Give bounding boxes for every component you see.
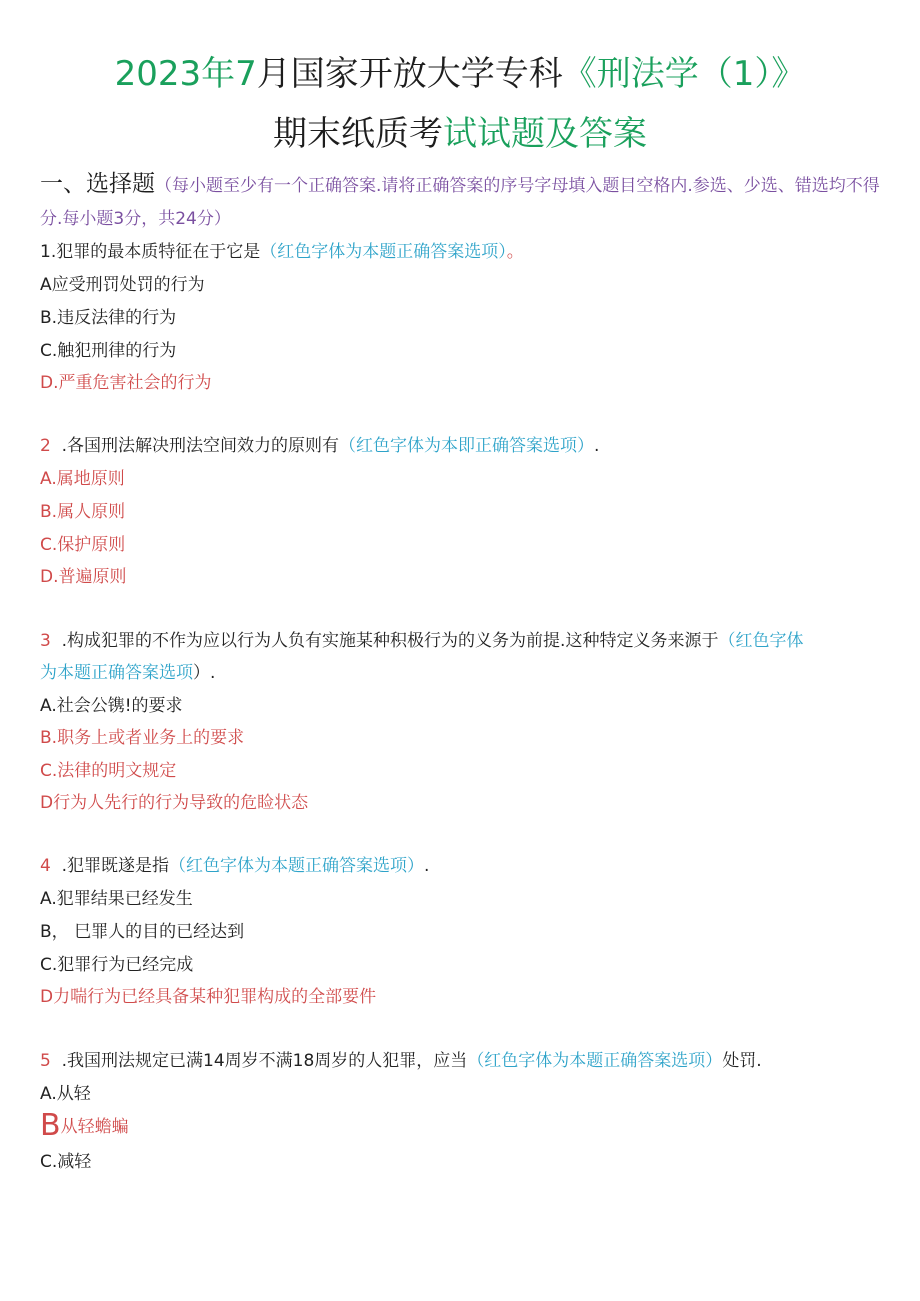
question-end: 处罚. bbox=[722, 1051, 762, 1071]
question-3-option-c-correct: C.法律的明文规定 bbox=[40, 761, 177, 781]
question-3-stem-continued bbox=[40, 657, 890, 689]
question-stem: .各国刑法解决刑法空间效力的原则有 bbox=[61, 436, 340, 456]
question-3-option-d-correct: D行为人先行的行为导致的危睑状态 bbox=[40, 793, 309, 813]
question-stem: 1.犯罪的最本质特征在于它是 bbox=[40, 242, 261, 262]
question-2-stem bbox=[40, 430, 890, 462]
question-5-option-b-correct bbox=[40, 1110, 890, 1143]
title-course: 《刑法学（1）》 bbox=[562, 54, 806, 94]
title-answers: 试试题及答案 bbox=[443, 114, 647, 154]
page-title-line1 bbox=[0, 52, 920, 96]
question-3-option-b-correct: B.职务上或者业务上的要求 bbox=[40, 728, 245, 748]
question-end: . bbox=[424, 856, 430, 876]
question-stem: .我国刑法规定已满14周岁不满18周岁的人犯罪，应当 bbox=[61, 1051, 468, 1071]
question-5-option-a: A.从轻 bbox=[40, 1084, 91, 1104]
question-end: 。 bbox=[506, 242, 524, 262]
question-number: 3 bbox=[40, 631, 51, 651]
question-2-option-b-correct: B.属人原则 bbox=[40, 502, 126, 522]
question-1-option-a: A应受刑罚处罚的行为 bbox=[40, 275, 205, 295]
question-4-option-a: A.犯罪结果已经发生 bbox=[40, 889, 193, 909]
option-letter: B bbox=[40, 1108, 61, 1143]
question-2-option-a-correct: A.属地原则 bbox=[40, 469, 125, 489]
question-2-option-d-correct: D.普遍原则 bbox=[40, 567, 127, 587]
question-number: 2 bbox=[40, 436, 51, 456]
question-4-option-c: C.犯罪行为已经完成 bbox=[40, 955, 194, 975]
question-4-stem bbox=[40, 850, 890, 882]
question-5-stem bbox=[40, 1045, 890, 1077]
question-1-option-b: B.违反法律的行为 bbox=[40, 308, 177, 328]
question-1-option-c: C.触犯刑律的行为 bbox=[40, 341, 177, 361]
question-number: 4 bbox=[40, 856, 51, 876]
section-instruction: （每小题至少有一个正确答案.请将正确答案的序号字母填入题目空格内.参选、少选、错选均不得分.每小题3分，共24分） bbox=[40, 176, 880, 229]
question-number: 5 bbox=[40, 1051, 51, 1071]
question-1-stem bbox=[40, 236, 890, 268]
section-heading: 一、选择题 bbox=[40, 171, 155, 197]
question-3-stem bbox=[40, 625, 890, 657]
question-2-option-c-correct: C.保护原则 bbox=[40, 535, 126, 555]
question-1-option-d-correct: D.严重危害社会的行为 bbox=[40, 373, 212, 393]
answer-hint: （红色字体为本即正确答案选项） bbox=[339, 436, 595, 456]
question-stem: .犯罪既遂是指 bbox=[61, 856, 170, 876]
title-institution: 月国家开放大学专科 bbox=[256, 54, 563, 94]
question-4-option-b: B， 巳罪人的目的已经达到 bbox=[40, 922, 245, 942]
question-stem: .构成犯罪的不作为应以行为人负有实施某种积极行为的义务为前提.这种特定义务来源于 bbox=[61, 631, 719, 651]
title-exam-type: 期末纸质考 bbox=[273, 114, 443, 154]
question-end: . bbox=[594, 436, 600, 456]
answer-hint: （红色字体为本题正确答案选项） bbox=[169, 856, 425, 876]
answer-hint-part1: （红色字体 bbox=[718, 631, 804, 651]
question-3-option-a: A.社会公镌!的要求 bbox=[40, 696, 183, 716]
answer-hint: （红色字体为本题正确答案选项） bbox=[467, 1051, 723, 1071]
title-year: 2023年7 bbox=[114, 54, 257, 94]
question-5-option-c: C.减轻 bbox=[40, 1152, 92, 1172]
question-4-option-d-correct: D力喘行为已经具备某种犯罪构成的全部要件 bbox=[40, 987, 377, 1007]
question-end: ）. bbox=[193, 663, 216, 683]
option-text: 从轻蟾蝙 bbox=[60, 1117, 129, 1137]
answer-hint-part2: 为本题正确答案选项 bbox=[40, 663, 193, 683]
page-title-line2 bbox=[0, 112, 920, 156]
answer-hint: （红色字体为本题正确答案选项） bbox=[260, 242, 507, 262]
section-header bbox=[40, 168, 880, 236]
